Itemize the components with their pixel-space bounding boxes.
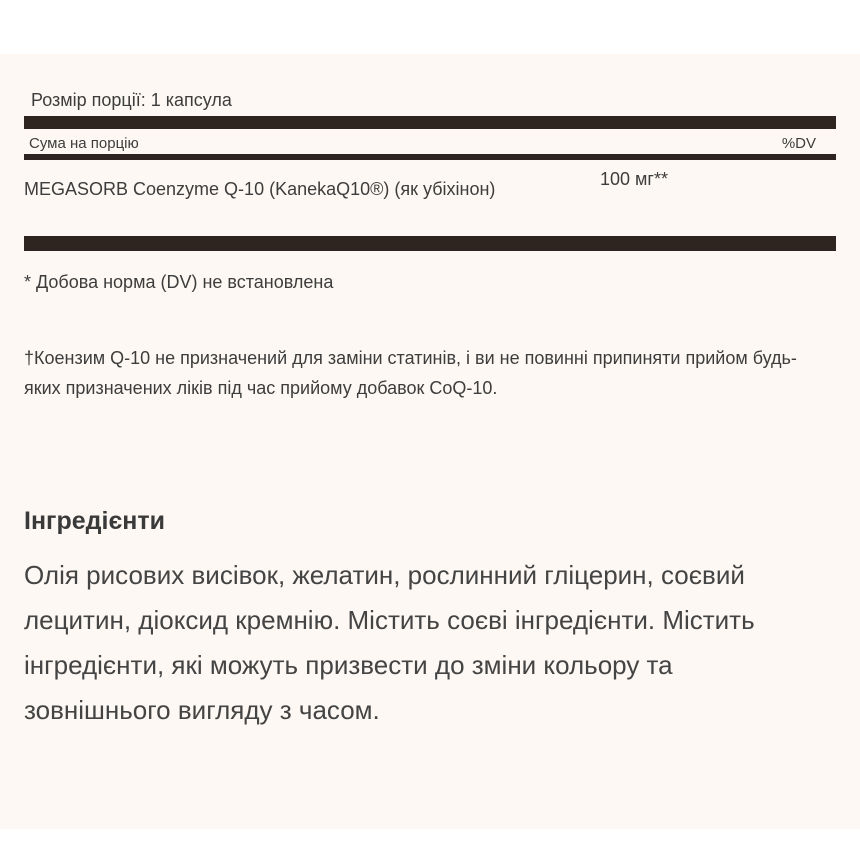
daily-value-header: %DV — [781, 135, 816, 152]
header-rule — [24, 154, 836, 160]
footnote-dv-not-established: * Добова норма (DV) не встановлена — [24, 272, 334, 292]
ingredient-amount: 100 мг** — [600, 169, 668, 189]
amount-per-serving-header: Сума на порцію — [29, 135, 139, 152]
bottom-rule — [24, 236, 836, 251]
footnote-coq10-warning: †Коензим Q-10 не призначений для заміни статинів, і ви не повинні припиняти прийом будь-яких призначених ліків під час прийому добавок CoQ-10. — [24, 348, 797, 398]
ingredient-name: MEGASORB Coenzyme Q-10 (KanekaQ10®) (як убіхінон) — [24, 179, 496, 199]
ingredients-title: Інгредієнти — [24, 507, 165, 535]
top-rule — [24, 116, 836, 129]
ingredients-text: Олія рисових висівок, желатин, рослинний гліцерин, соєвий лецитин, діоксид кремнію. Містить соєві інгредієнти. Містить інгредієнти, які можуть призвести до зміни кольору та зовнішнього вигляду з часом. — [24, 560, 755, 725]
serving-size: Розмір порції: 1 капсула — [31, 90, 232, 110]
